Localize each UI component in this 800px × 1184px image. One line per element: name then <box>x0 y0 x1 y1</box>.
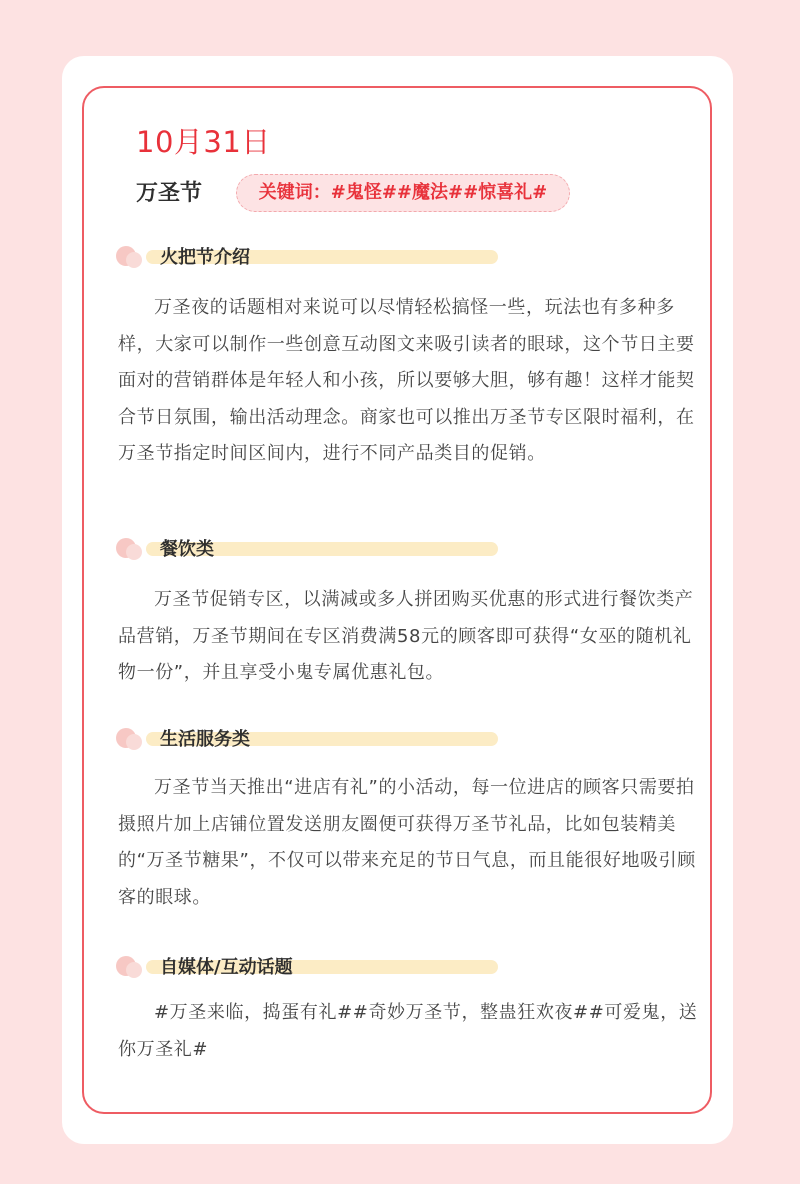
section-paragraph-services: 万圣节当天推出“进店有礼”的小活动，每一位进店的顾客只需要拍摄照片加上店铺位置发送朋友圈便可获得万圣节礼品，比如包装精美的“万圣节糖果”，不仅可以带来充足的节日气息，而且能很好地吸引顾客的眼球。 <box>118 777 696 908</box>
section-paragraph-media: #万圣来临，捣蛋有礼##奇妙万圣节，整蛊狂欢夜##可爱鬼，送你万圣礼# <box>118 1002 698 1060</box>
keywords-tag: 关键词：#鬼怪##魔法##惊喜礼# <box>236 174 570 212</box>
section-heading-food <box>116 532 506 566</box>
section-heading-services <box>116 722 506 756</box>
section-title: 餐饮类 <box>160 539 214 560</box>
decor-dot-icon <box>126 252 142 268</box>
section-paragraph-food: 万圣节促销专区，以满减或多人拼团购买优惠的形式进行餐饮类产品营销，万圣节期间在专区消费满58元的顾客即可获得“女巫的随机礼物一份”，并且享受小鬼专属优惠礼包。 <box>118 589 694 683</box>
decor-dot-icon <box>126 544 142 560</box>
section-title: 自媒体/互动话题 <box>160 957 293 978</box>
festival-name: 万圣节 <box>136 181 203 206</box>
date-heading: 10月31日 <box>136 125 271 159</box>
decor-dot-icon <box>126 962 142 978</box>
section-heading-intro <box>116 240 506 274</box>
section-title: 火把节介绍 <box>160 247 250 268</box>
section-paragraph-intro: 万圣夜的话题相对来说可以尽情轻松搞怪一些，玩法也有多种多样，大家可以制作一些创意互动图文来吸引读者的眼球，这个节日主要面对的营销群体是年轻人和小孩，所以要够大胆，够有趣！这样才能契合节日氛围，输出活动理念。商家也可以推出万圣节专区限时福利，在万圣节指定时间区间内，进行不同产品类目的促销。 <box>118 297 695 464</box>
section-heading-media <box>116 950 506 984</box>
section-title: 生活服务类 <box>160 729 250 750</box>
decor-dot-icon <box>126 734 142 750</box>
